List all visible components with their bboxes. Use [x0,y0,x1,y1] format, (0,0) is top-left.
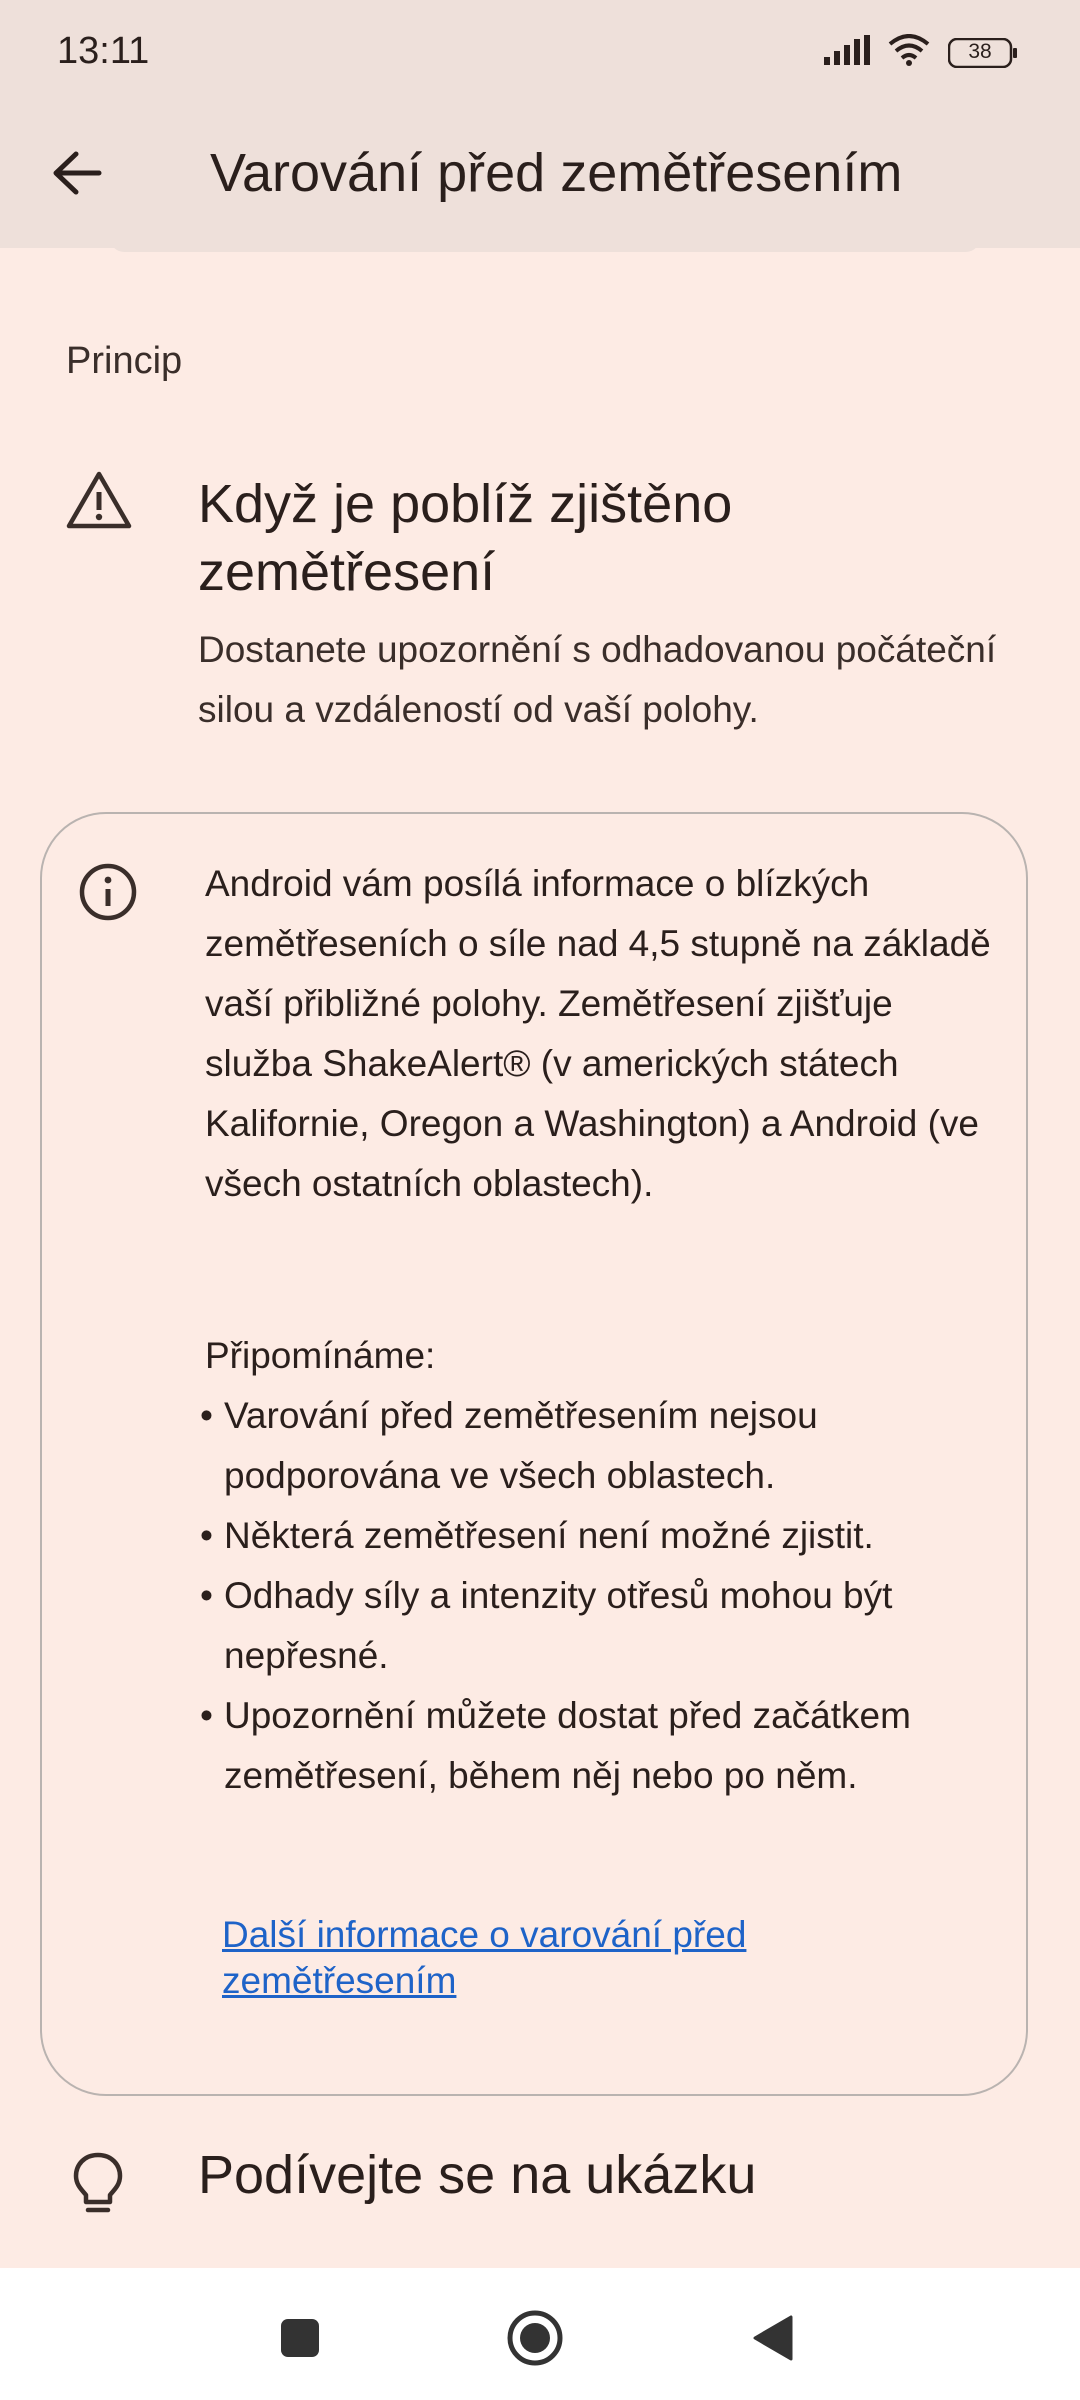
info-card [40,812,1028,2096]
status-bar [0,0,1080,110]
reminder-title: Připomínáme: [205,1335,436,1376]
back-button[interactable] [44,140,110,206]
triangle-back-icon [751,2314,793,2362]
status-time: 13:11 [57,30,150,72]
app-bar [0,110,1080,248]
home-button[interactable] [505,2308,565,2368]
info-icon [78,862,138,922]
learn-more-link[interactable]: Další informace o varování před zemětřesením [222,1914,747,2001]
reminder-list [200,1386,1020,1806]
navigation-bar [0,2268,1080,2400]
arrow-left-icon [52,151,102,195]
list-item: • Některá zemětřesení není možné zjistit. [200,1506,1020,1566]
back-nav-button[interactable] [742,2308,802,2368]
battery-icon [948,38,1018,68]
app-bar-edge [110,238,980,252]
lightbulb-icon [72,2152,124,2218]
list-item: • Upozornění můžete dostat před začátkem zemětřesení, během něj nebo po něm. [200,1686,1020,1806]
feature-title: Když je poblíž zjištěno zemětřesení [198,474,733,602]
info-text: Android vám posílá informace o blízkých zemětřeseních o síle nad 4,5 stupně na základě vaší přibližné polohy. Zemětřesení zjišťuje služba ShakeAlert® (v amerických státech Kalifornie, Oregon a Washington) a Android (ve všech ostatních oblastech). [205,863,991,1204]
section-label: Princip [66,340,183,382]
status-icons [824,34,1018,71]
demo-title: Podívejte se na ukázku [198,2145,757,2205]
page-title: Varování před zemětřesením [210,143,903,203]
square-icon [280,2318,320,2358]
recents-button[interactable] [270,2308,330,2368]
warning-icon [66,470,132,530]
signal-icon [824,35,870,70]
list-item: • Varování před zemětřesením nejsou podporována ve všech oblastech. [200,1386,1020,1506]
battery-level: 38 [968,39,992,63]
feature-description: Dostanete upozornění s odhadovanou počáteční silou a vzdáleností od vaší polohy. [198,629,997,730]
home-circle-icon [506,2309,564,2367]
list-item: • Odhady síly a intenzity otřesů mohou být nepřesné. [200,1566,1020,1686]
wifi-icon [888,34,930,71]
